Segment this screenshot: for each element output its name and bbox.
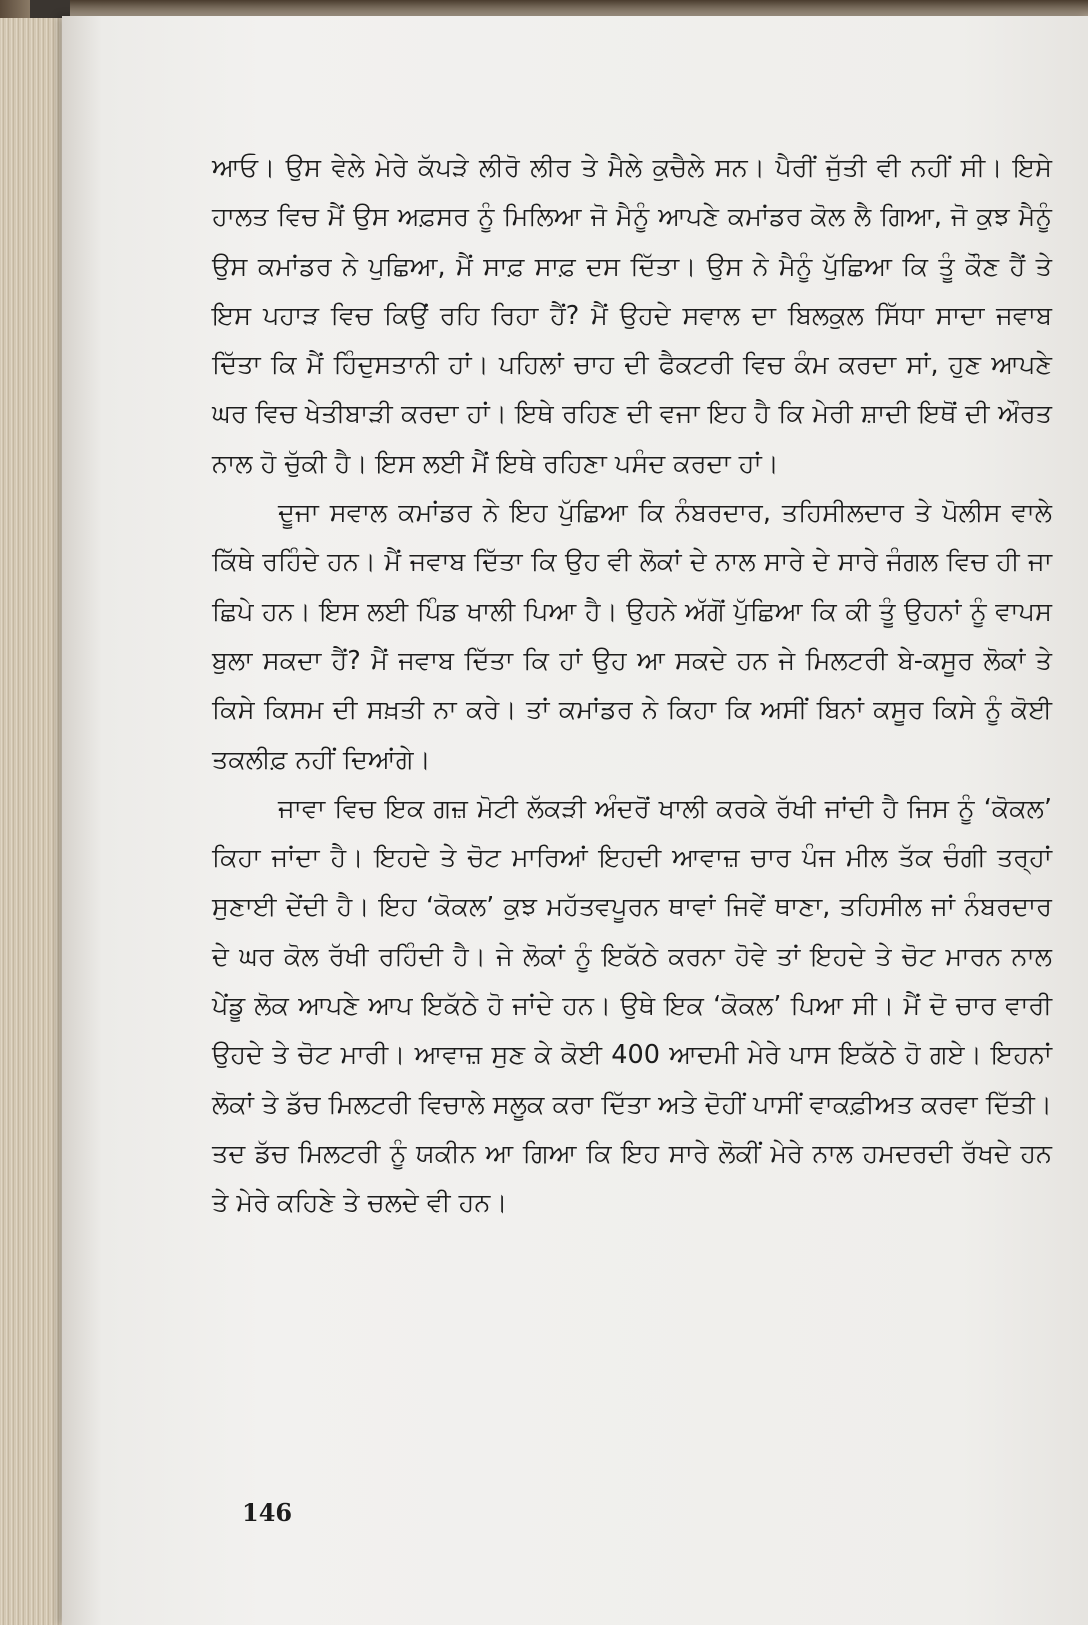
paragraph-1: ਆਓ। ਉਸ ਵੇਲੇ ਮੇਰੇ ਕੱਪੜੇ ਲੀਰੋ ਲੀਰ ਤੇ ਮੈਲੇ ਕੁਚੈਲੇ ਸਨ। ਪੈਰੀਂ ਜੁੱਤੀ ਵੀ ਨਹੀਂ ਸੀ। ਇਸੇ ਹਾਲਤ ਵਿਚ ਮੈਂ ਉਸ ਅਫ਼ਸਰ ਨੂੰ ਮਿਲਿਆ ਜੋ ਮੈਨੂੰ ਆਪਣੇ ਕਮਾਂਡਰ ਕੋਲ ਲੈ ਗਿਆ, ਜੋ ਕੁਝ ਮੈਨੂੰ ਉਸ ਕਮਾਂਡਰ ਨੇ ਪੁਛਿਆ, ਮੈਂ ਸਾਫ਼ ਸਾਫ਼ ਦਸ ਦਿੱਤਾ। ਉਸ ਨੇ ਮੈਨੂੰ ਪੁੱਛਿਆ ਕਿ ਤੂੰ ਕੌਣ ਹੈਂ ਤੇ ਇਸ ਪਹਾੜ ਵਿਚ ਕਿਉਂ ਰਹਿ ਰਿਹਾ ਹੈਂ? ਮੈਂ ਉਹਦੇ ਸਵਾਲ ਦਾ ਬਿਲਕੁਲ ਸਿੱਧਾ ਸਾਦਾ ਜਵਾਬ ਦਿੱਤਾ ਕਿ ਮੈਂ ਹਿੰਦੁਸਤਾਨੀ ਹਾਂ। ਪਹਿਲਾਂ ਚਾਹ ਦੀ ਫੈਕਟਰੀ ਵਿਚ ਕੰਮ ਕਰਦਾ ਸਾਂ, ਹੁਣ ਆਪਣੇ ਘਰ ਵਿਚ ਖੇਤੀਬਾੜੀ ਕਰਦਾ ਹਾਂ। ਇਥੇ ਰਹਿਣ ਦੀ ਵਜਾ ਇਹ ਹੈ ਕਿ ਮੇਰੀ ਸ਼ਾਦੀ ਇਥੋਂ ਦੀ ਔਰਤ ਨਾਲ ਹੋ ਚੁੱਕੀ ਹੈ। ਇਸ ਲਈ ਮੈਂ ਇਥੇ ਰਹਿਣਾ ਪਸੰਦ ਕਰਦਾ ਹਾਂ।: [212, 153, 1052, 479]
page-number: 146: [242, 1498, 293, 1527]
paragraph-3: ਜਾਵਾ ਵਿਚ ਇਕ ਗਜ਼ ਮੋਟੀ ਲੱਕੜੀ ਅੰਦਰੋਂ ਖਾਲੀ ਕਰਕੇ ਰੱਖੀ ਜਾਂਦੀ ਹੈ ਜਿਸ ਨੂੰ ‘ਕੋਕਲ’ ਕਿਹਾ ਜਾਂਦਾ ਹੈ। ਇਹਦੇ ਤੇ ਚੋਟ ਮਾਰਿਆਂ ਇਹਦੀ ਆਵਾਜ਼ ਚਾਰ ਪੰਜ ਮੀਲ ਤੱਕ ਚੰਗੀ ਤਰ੍ਹਾਂ ਸੁਣਾਈ ਦੇਂਦੀ ਹੈ। ਇਹ ‘ਕੋਕਲ’ ਕੁਝ ਮਹੱਤਵਪੂਰਨ ਥਾਵਾਂ ਜਿਵੇਂ ਥਾਣਾ, ਤਹਿਸੀਲ ਜਾਂ ਨੰਬਰਦਾਰ ਦੇ ਘਰ ਕੋਲ ਰੱਖੀ ਰਹਿੰਦੀ ਹੈ। ਜੇ ਲੋਕਾਂ ਨੂੰ ਇਕੱਠੇ ਕਰਨਾ ਹੋਵੇ ਤਾਂ ਇਹਦੇ ਤੇ ਚੋਟ ਮਾਰਨ ਨਾਲ ਪੇਂਡੂ ਲੋਕ ਆਪਣੇ ਆਪ ਇਕੱਠੇ ਹੋ ਜਾਂਦੇ ਹਨ। ਉਥੇ ਇਕ ‘ਕੋਕਲ’ ਪਿਆ ਸੀ। ਮੈਂ ਦੋ ਚਾਰ ਵਾਰੀ ਉਹਦੇ ਤੇ ਚੋਟ ਮਾਰੀ। ਆਵਾਜ਼ ਸੁਣ ਕੇ ਕੋਈ 400 ਆਦਮੀ ਮੇਰੇ ਪਾਸ ਇਕੱਠੇ ਹੋ ਗਏ। ਇਹਨਾਂ ਲੋਕਾਂ ਤੇ ਡੱਚ ਮਿਲਟਰੀ ਵਿਚਾਲੇ ਸਲੂਕ ਕਰਾ ਦਿੱਤਾ ਅਤੇ ਦੋਹੀਂ ਪਾਸੀਂ ਵਾਕਫ਼ੀਅਤ ਕਰਵਾ ਦਿੱਤੀ। ਤਦ ਡੱਚ ਮਿਲਟਰੀ ਨੂੰ ਯਕੀਨ ਆ ਗਿਆ ਕਿ ਇਹ ਸਾਰੇ ਲੋਕੀਂ ਮੇਰੇ ਨਾਲ ਹਮਦਰਦੀ ਰੱਖਦੇ ਹਨ ਤੇ ਮੇਰੇ ਕਹਿਣੇ ਤੇ ਚਲਦੇ ਵੀ ਹਨ।: [212, 793, 1052, 1219]
paragraph-2: ਦੂਜਾ ਸਵਾਲ ਕਮਾਂਡਰ ਨੇ ਇਹ ਪੁੱਛਿਆ ਕਿ ਨੰਬਰਦਾਰ, ਤਹਿਸੀਲਦਾਰ ਤੇ ਪੋਲੀਸ ਵਾਲੇ ਕਿੱਥੇ ਰਹਿੰਦੇ ਹਨ। ਮੈਂ ਜਵਾਬ ਦਿੱਤਾ ਕਿ ਉਹ ਵੀ ਲੋਕਾਂ ਦੇ ਨਾਲ ਸਾਰੇ ਦੇ ਸਾਰੇ ਜੰਗਲ ਵਿਚ ਹੀ ਜਾ ਛਿਪੇ ਹਨ। ਇਸ ਲਈ ਪਿੰਡ ਖਾਲੀ ਪਿਆ ਹੈ। ਉਹਨੇ ਅੱਗੋਂ ਪੁੱਛਿਆ ਕਿ ਕੀ ਤੂੰ ਉਹਨਾਂ ਨੂੰ ਵਾਪਸ ਬੁਲਾ ਸਕਦਾ ਹੈਂ? ਮੈਂ ਜਵਾਬ ਦਿੱਤਾ ਕਿ ਹਾਂ ਉਹ ਆ ਸਕਦੇ ਹਨ ਜੇ ਮਿਲਟਰੀ ਬੇ-ਕਸੂਰ ਲੋਕਾਂ ਤੇ ਕਿਸੇ ਕਿਸਮ ਦੀ ਸਖ਼ਤੀ ਨਾ ਕਰੇ। ਤਾਂ ਕਮਾਂਡਰ ਨੇ ਕਿਹਾ ਕਿ ਅਸੀਂ ਬਿਨਾਂ ਕਸੂਰ ਕਿਸੇ ਨੂੰ ਕੋਈ ਤਕਲੀਫ਼ ਨਹੀਂ ਦਿਆਂਗੇ।: [212, 498, 1052, 775]
body-text: [212, 144, 1052, 1229]
book-page: [62, 16, 1088, 1625]
book-page-edges: [0, 18, 70, 1625]
